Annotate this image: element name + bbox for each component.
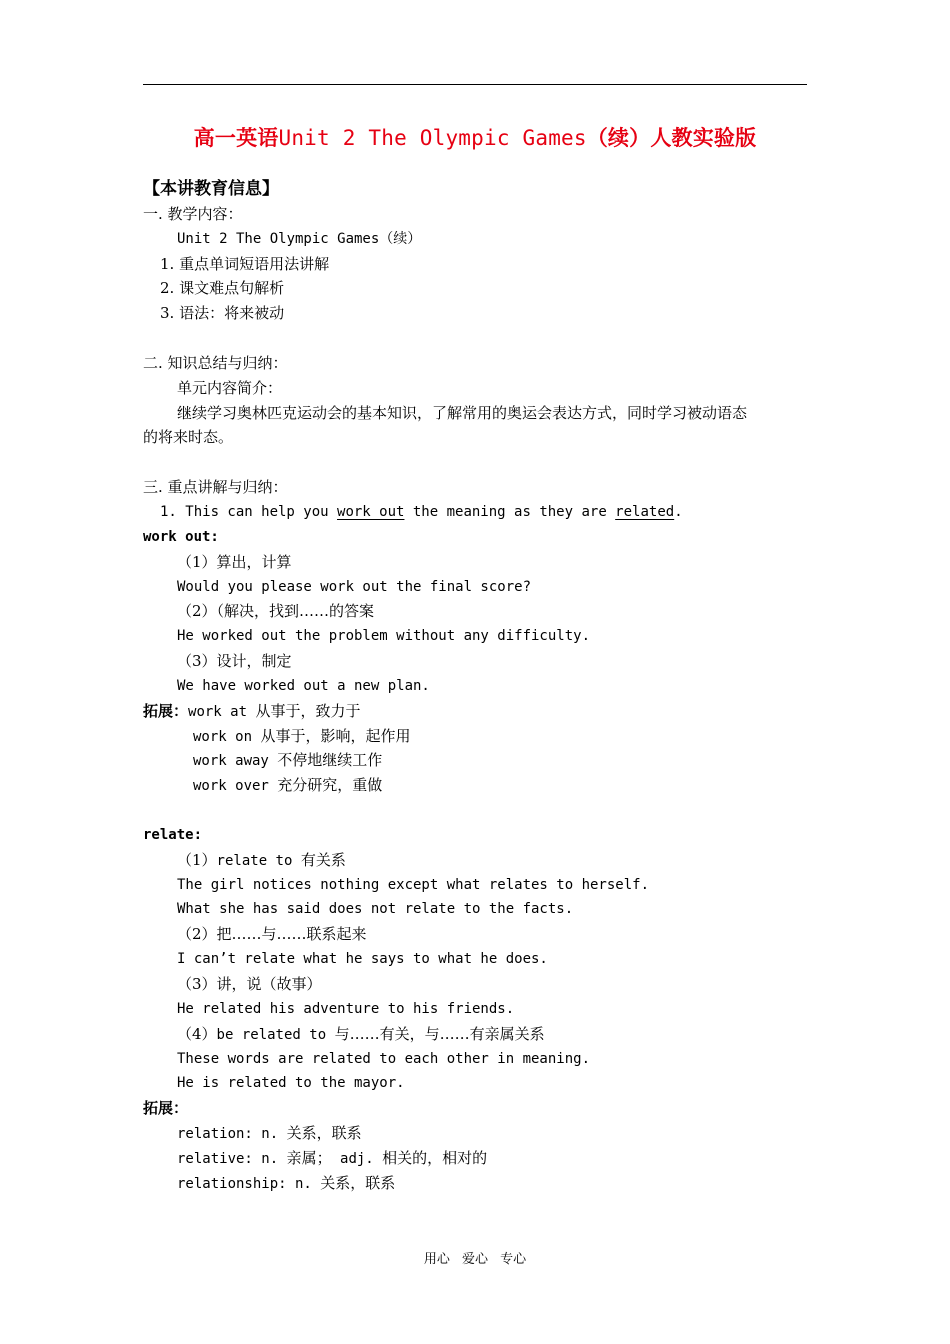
s3-sentence bbox=[143, 500, 813, 525]
relate-example-4b: He is related to the mayor. bbox=[177, 1075, 405, 1092]
ext-meaning: 充分研究，重做 bbox=[277, 776, 383, 795]
workout-example-1: Would you please work out the final score? bbox=[177, 578, 532, 595]
workout-meaning-3: （3）设计，制定 bbox=[177, 652, 292, 671]
page-footer: 用心 爱心 专心 bbox=[423, 1252, 527, 1267]
relate-example-3: He related his adventure to his friends. bbox=[177, 1000, 515, 1017]
meaning-phrase: be related to bbox=[216, 1026, 335, 1043]
workout-meaning-2: （2）（解决，找到……的答案 bbox=[177, 602, 375, 621]
ext-meaning: 从事于，致力于 bbox=[255, 701, 361, 720]
underlined-related: related bbox=[615, 503, 675, 520]
section-header: 【本讲教育信息】 bbox=[143, 179, 279, 199]
relate-ext-1 bbox=[143, 1121, 813, 1146]
workout-ext-1 bbox=[143, 699, 813, 724]
ext-phrase: work away bbox=[193, 753, 278, 770]
s2-para-line-2: 的将来时态。 bbox=[143, 428, 234, 447]
ext-meaning: 相关的，相对的 bbox=[382, 1148, 488, 1167]
relate-example-4a: These words are related to each other in meaning. bbox=[177, 1050, 591, 1067]
sentence-part: the meaning as they are bbox=[404, 503, 616, 520]
s1-item-1: 1. 重点单词短语用法讲解 bbox=[160, 254, 330, 273]
relate-ext-label: 拓展： bbox=[143, 1099, 189, 1118]
workout-ext-4 bbox=[143, 773, 813, 798]
relate-meaning-4 bbox=[143, 1022, 813, 1047]
ext-meaning: 亲属； bbox=[286, 1148, 332, 1167]
ext-meaning: 不停地继续工作 bbox=[277, 751, 383, 770]
page-title bbox=[0, 122, 950, 152]
ext-phrase: work over bbox=[193, 778, 278, 795]
relate-label: relate: bbox=[143, 826, 203, 843]
ext-phrase: work at bbox=[188, 703, 256, 720]
meaning-text: 有关系 bbox=[300, 850, 346, 869]
meaning-number: （4） bbox=[177, 1024, 217, 1043]
workout-ext-3 bbox=[143, 748, 813, 773]
relate-meaning-1 bbox=[143, 848, 813, 873]
s1-unit: Unit 2 The Olympic Games（续） bbox=[177, 230, 422, 247]
sentence-part: 1. This can help you bbox=[160, 503, 338, 520]
ext-meaning: 关系，联系 bbox=[286, 1124, 362, 1143]
title-suffix: （续）人教实验版 bbox=[586, 125, 757, 150]
s2-para-line-1: 继续学习奥林匹克运动会的基本知识，了解常用的奥运会表达方式，同时学习被动语态 bbox=[177, 403, 748, 422]
ext-meaning: 从事于，影响，起作用 bbox=[260, 726, 411, 745]
relate-ext-2 bbox=[143, 1146, 813, 1171]
relate-meaning-2: （2）把……与……联系起来 bbox=[177, 925, 367, 944]
ext-phrase: relative: n. bbox=[177, 1150, 287, 1167]
relate-meaning-3: （3）讲，说（故事） bbox=[177, 975, 322, 993]
title-prefix: 高一英语 bbox=[193, 125, 279, 150]
workout-meaning-1: （1）算出，计算 bbox=[177, 552, 292, 571]
s3-heading: 三. 重点讲解与归纳： bbox=[143, 478, 288, 497]
ext-phrase: relationship: n. bbox=[177, 1175, 321, 1192]
s1-item-3: 3. 语法：将来被动 bbox=[160, 304, 285, 323]
workout-example-3: We have worked out a new plan. bbox=[177, 677, 430, 694]
s1-heading: 一. 教学内容： bbox=[143, 204, 243, 223]
meaning-text: 与……有关，与……有亲属关系 bbox=[334, 1024, 545, 1043]
workout-ext-2 bbox=[143, 724, 813, 749]
s2-heading: 二. 知识总结与归纳： bbox=[143, 353, 288, 372]
relate-example-1b: What she has said does not relate to the facts. bbox=[177, 901, 574, 918]
underlined-work-out: work out bbox=[337, 503, 405, 520]
workout-example-2: He worked out the problem without any difficulty. bbox=[177, 628, 591, 645]
document-body bbox=[143, 177, 813, 1196]
ext-phrase: adj. bbox=[331, 1150, 383, 1167]
ext-label: 拓展： bbox=[143, 701, 189, 720]
s1-item-2: 2. 课文难点句解析 bbox=[160, 279, 285, 298]
ext-phrase: work on bbox=[193, 728, 261, 745]
relate-example-1a: The girl notices nothing except what relates to herself. bbox=[177, 876, 650, 893]
title-unit: Unit 2 The Olympic Games bbox=[278, 126, 587, 150]
ext-phrase: relation: n. bbox=[177, 1126, 287, 1143]
meaning-number: （1） bbox=[177, 850, 217, 869]
relate-ext-3 bbox=[143, 1171, 813, 1196]
relate-example-2: I can’t relate what he says to what he does. bbox=[177, 951, 548, 968]
sentence-part: . bbox=[674, 503, 683, 520]
meaning-phrase: relate to bbox=[216, 852, 301, 869]
s2-sub: 单元内容简介： bbox=[177, 378, 283, 397]
header-rule bbox=[143, 84, 807, 85]
workout-label: work out: bbox=[143, 528, 219, 545]
ext-meaning: 关系，联系 bbox=[320, 1173, 396, 1192]
